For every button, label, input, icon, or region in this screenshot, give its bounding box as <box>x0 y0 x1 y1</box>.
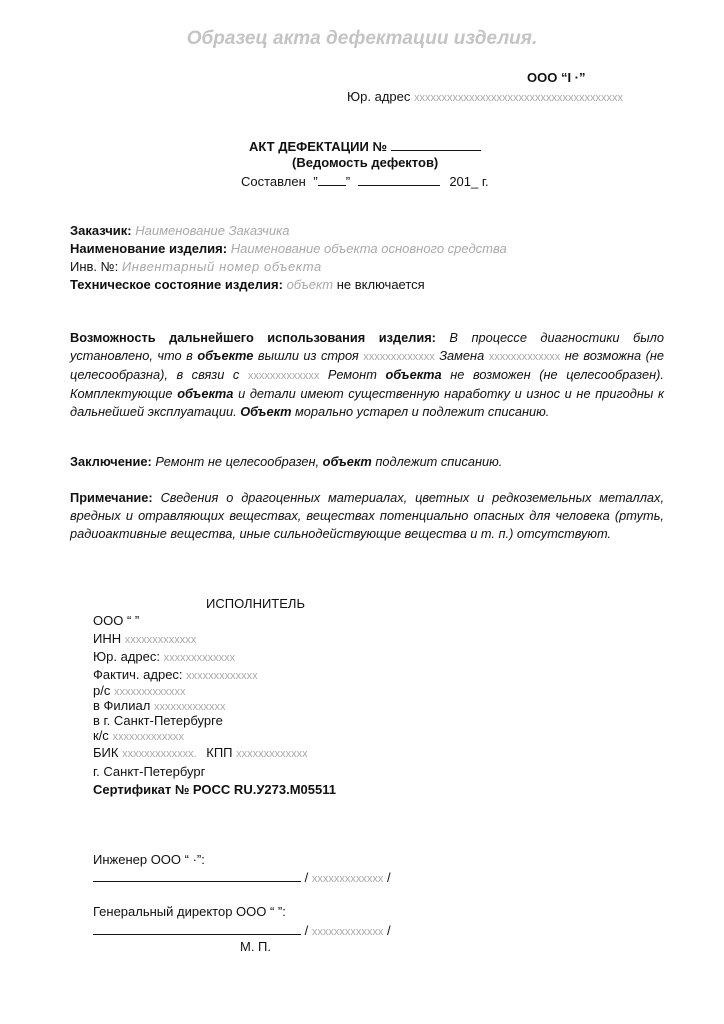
engineer-label: Инженер ООО “ ·”: <box>93 852 205 867</box>
executor-bik <box>93 745 308 760</box>
state-line <box>70 277 425 292</box>
inn-value: xxxxxxxxxxxxx <box>124 634 197 646</box>
director-slash-close: / <box>387 923 391 938</box>
possibility-label: Возможность дальнейшего использования изделия: <box>70 330 436 345</box>
executor-heading: ИСПОЛНИТЕЛЬ <box>206 596 305 611</box>
inn-label: ИНН <box>93 631 122 646</box>
legal-address-label: Юр. адрес: <box>93 649 160 664</box>
kpp-value: xxxxxxxxxxxxx <box>236 748 308 760</box>
executor-ks <box>93 728 184 743</box>
possibility-text-8: морально устарел и подлежит списанию. <box>295 404 550 419</box>
engineer-name-placeholder: xxxxxxxxxxxxx <box>311 873 384 885</box>
day-blank <box>318 173 346 186</box>
watermark-title: Образец акта дефектации изделия. <box>186 28 538 49</box>
product-value: Наименование объекта основного средства <box>230 241 507 256</box>
possibility-paragraph <box>70 329 664 421</box>
possibility-placeholder-1: xxxxxxxxxxxxx <box>363 351 435 363</box>
possibility-placeholder-3: xxxxxxxxxxxxx <box>247 370 320 382</box>
conclusion-label: Заключение: <box>70 454 152 469</box>
stamp-place: М. П. <box>240 939 272 954</box>
state-value: объект <box>286 277 334 292</box>
inv-line <box>70 259 322 274</box>
executor-city: г. Санкт-Петербург <box>93 764 206 779</box>
note-text: Сведения о драгоценных материалах, цветных и редкоземельных металлах, вредных и отравляющих веществах, веществах потенциально опасных для человека (ртуть, радиоактивные вещества, иные сильнодействующие вещества и т. п.) отсутствуют. <box>70 490 664 541</box>
conclusion-paragraph <box>70 453 664 471</box>
executor-certificate: Сертификат № РОСС RU.У273.М05511 <box>93 782 336 797</box>
act-title-text: АКТ ДЕФЕКТАЦИИ № <box>249 139 387 154</box>
director-signature-blank <box>93 922 301 935</box>
branch-label: в Филиал <box>93 698 151 713</box>
inv-label: Инв. №: <box>70 259 119 274</box>
possibility-text-2: вышли из строя <box>257 348 359 363</box>
director-slash-open: / <box>304 923 309 938</box>
possibility-text-6: не возможен (не целесообразен). Комплектующие <box>70 367 664 401</box>
ks-label: к/с <box>93 728 109 743</box>
branch-value: xxxxxxxxxxxxx <box>153 701 226 713</box>
executor-inn <box>93 631 196 646</box>
act-title <box>249 138 481 154</box>
header-company: ООО “I ·” <box>527 70 586 85</box>
executor-company: ООО “ ” <box>93 613 140 628</box>
bik-label: БИК <box>93 745 119 760</box>
possibility-text-4: не возможна (не целесообразна), в связи с <box>70 348 665 382</box>
inv-value: Инвентарный номер объекта <box>121 259 322 274</box>
engineer-slash-close: / <box>387 870 391 885</box>
bik-value: xxxxxxxxxxxxx. <box>122 748 197 760</box>
act-subtitle: (Ведомость дефектов) <box>292 155 439 170</box>
possibility-object-1: объекте <box>197 348 254 363</box>
conclusion-text-1: Ремонт не целесообразен, <box>155 454 320 469</box>
note-label: Примечание: <box>70 490 153 505</box>
director-name-placeholder: xxxxxxxxxxxxx <box>311 926 384 938</box>
ks-value: xxxxxxxxxxxxx <box>112 731 184 743</box>
customer-line <box>70 223 290 238</box>
engineer-signature-line <box>93 869 391 885</box>
customer-label: Заказчик: <box>70 223 132 238</box>
possibility-text-3: Замена <box>439 348 485 363</box>
state-label: Техническое состояние изделия: <box>70 277 283 292</box>
executor-city-line: в г. Санкт-Петербурге <box>93 713 223 728</box>
possibility-object-3: объекта <box>177 386 234 401</box>
executor-legal-address <box>93 649 235 664</box>
customer-value: Наименование Заказчика <box>135 223 290 238</box>
composed-year: 201_ г. <box>449 174 489 189</box>
conclusion-object: объект <box>322 454 372 469</box>
state-suffix: не включается <box>336 277 425 292</box>
product-line <box>70 241 507 256</box>
possibility-text-1: В процессе диагностики было установлено, что в <box>70 330 664 363</box>
product-label: Наименование изделия: <box>70 241 228 256</box>
executor-actual-address <box>93 667 258 682</box>
rs-value: xxxxxxxxxxxxx <box>113 686 186 698</box>
rs-label: р/с <box>93 683 111 698</box>
actual-address-label: Фактич. адрес: <box>93 667 183 682</box>
kpp-label: КПП <box>206 745 233 760</box>
composed-quote-open: ” <box>313 174 318 189</box>
composed-line <box>241 173 489 189</box>
executor-rs <box>93 683 185 698</box>
possibility-object-2: объекта <box>385 367 442 382</box>
director-label: Генеральный директор ООО “ ”: <box>93 904 286 919</box>
possibility-placeholder-2: xxxxxxxxxxxxx <box>488 351 561 363</box>
note-paragraph <box>70 489 664 543</box>
composed-label: Составлен <box>241 174 306 189</box>
actual-address-value: xxxxxxxxxxxxx <box>186 670 258 682</box>
composed-quote-close: ” <box>345 174 351 189</box>
possibility-text-7: и детали имеют существенную наработку и износ и не пригодны к дальнейшей эксплуатации. <box>70 386 664 419</box>
legal-address-value: xxxxxxxxxxxxx <box>163 652 236 664</box>
possibility-text-5: Ремонт <box>327 367 377 382</box>
header-address-value: xxxxxxxxxxxxxxxxxxxxxxxxxxxxxxxxxxxxxx <box>414 92 623 104</box>
executor-branch <box>93 698 225 713</box>
conclusion-text-2: подлежит списанию. <box>375 454 503 469</box>
engineer-signature-blank <box>93 869 301 882</box>
possibility-object-4: Объект <box>240 404 292 419</box>
act-number-blank <box>391 138 481 151</box>
engineer-slash-open: / <box>304 870 309 885</box>
header-address <box>347 89 623 104</box>
director-signature-line <box>93 922 391 938</box>
header-address-label: Юр. адрес <box>347 89 411 104</box>
month-blank <box>358 173 440 186</box>
